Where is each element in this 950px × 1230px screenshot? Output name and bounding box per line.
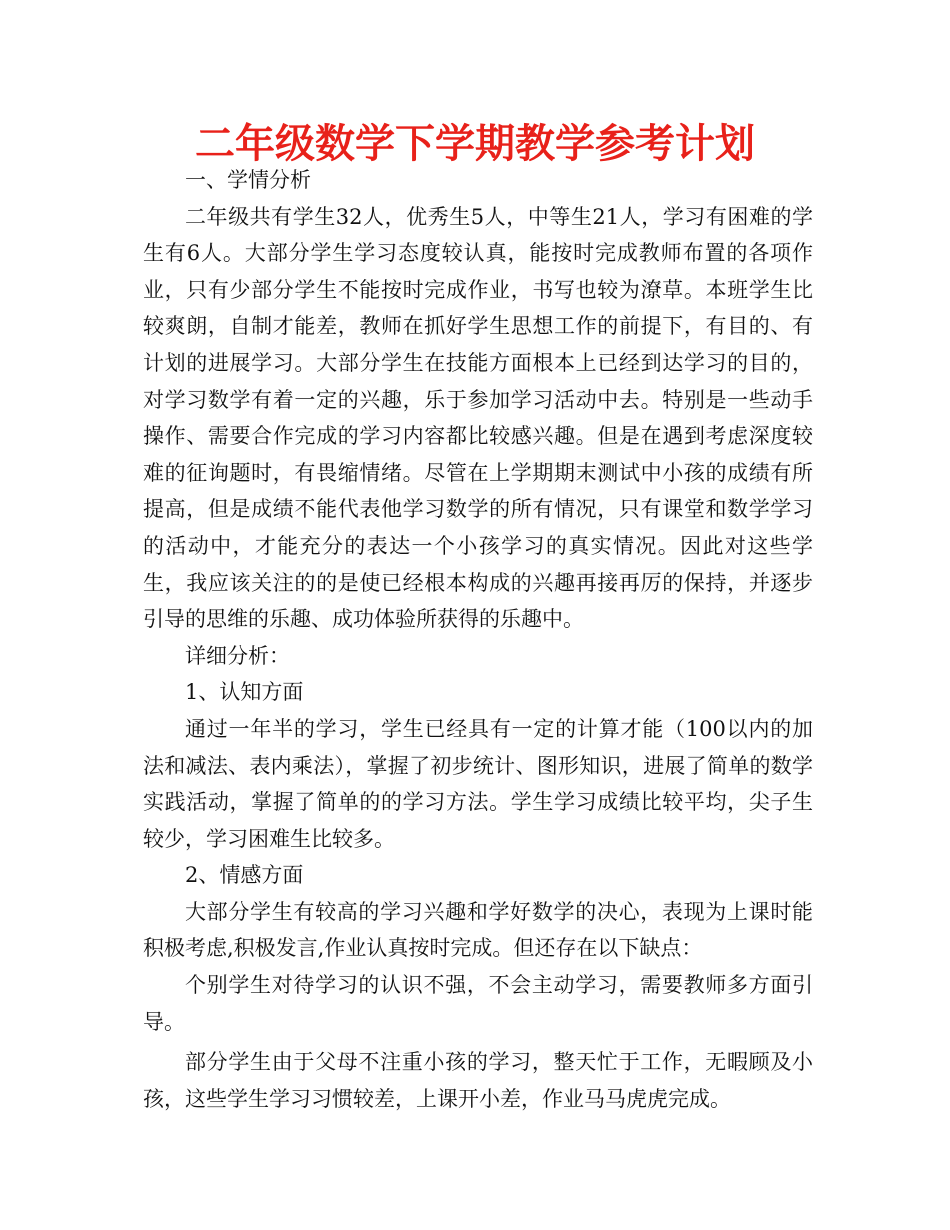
paragraph-shortcoming-2: 部分学生由于父母不注重小孩的学习，整天忙于工作，无暇顾及小孩，这些学生学习习惯较差，上课开小差，作业马马虎虎完成。	[143, 1050, 813, 1111]
document-body	[143, 162, 813, 1117]
subheading-detailed-analysis: 详细分析：	[185, 643, 290, 668]
document-title: 二年级数学下学期教学参考计划	[195, 121, 755, 167]
paragraph-cognitive-aspect: 通过一年半的学习，学生已经具有一定的计算才能（100以内的加法和减法、表内乘法），掌握了初步统计、图形知识，进展了简单的数学实践活动，掌握了简单的的学习方法。学生学习成绩比较平均，尖子生较少，学习困难生比较多。	[143, 716, 813, 851]
paragraph-student-overview: 二年级共有学生32人，优秀生5人，中等生21人，学习有困难的学生有6人。大部分学生学习态度较认真，能按时完成教师布置的各项作业，只有少部分学生不能按时完成作业，书写也较为潦草。本班学生比较爽朗，自制才能差，教师在抓好学生思想工作的前提下，有目的、有计划的进展学习。大部分学生在技能方面根本上已经到达学习的目的，对学习数学有着一定的兴趣，乐于参加学习活动中去。特别是一些动手操作、需要合作完成的学习内容都比较感兴趣。但是在遇到考虑深度较难的征询题时，有畏缩情绪。尽管在上学期期末测试中小孩的成绩有所提高，但是成绩不能代表他学习数学的所有情况，只有课堂和数学学习的活动中，才能充分的表达一个小孩学习的真实情况。因此对这些学生，我应该关注的的是使已经根本构成的兴趣再接再厉的保持，并逐步引导的思维的乐趣、成功体验所获得的乐趣中。	[143, 204, 813, 632]
subheading-emotional-aspect: 2、情感方面	[185, 863, 304, 888]
paragraph-emotional-aspect: 大部分学生有较高的学习兴趣和学好数学的决心，表现为上课时能积极考虑,积极发言,作业认真按时完成。但还存在以下缺点：	[143, 899, 813, 961]
section-heading-situation-analysis: 一、学情分析	[185, 168, 311, 192]
subheading-cognitive-aspect: 1、认知方面	[185, 680, 304, 705]
paragraph-shortcoming-1: 个别学生对待学习的认识不强，不会主动学习，需要教师多方面引导。	[143, 973, 813, 1034]
